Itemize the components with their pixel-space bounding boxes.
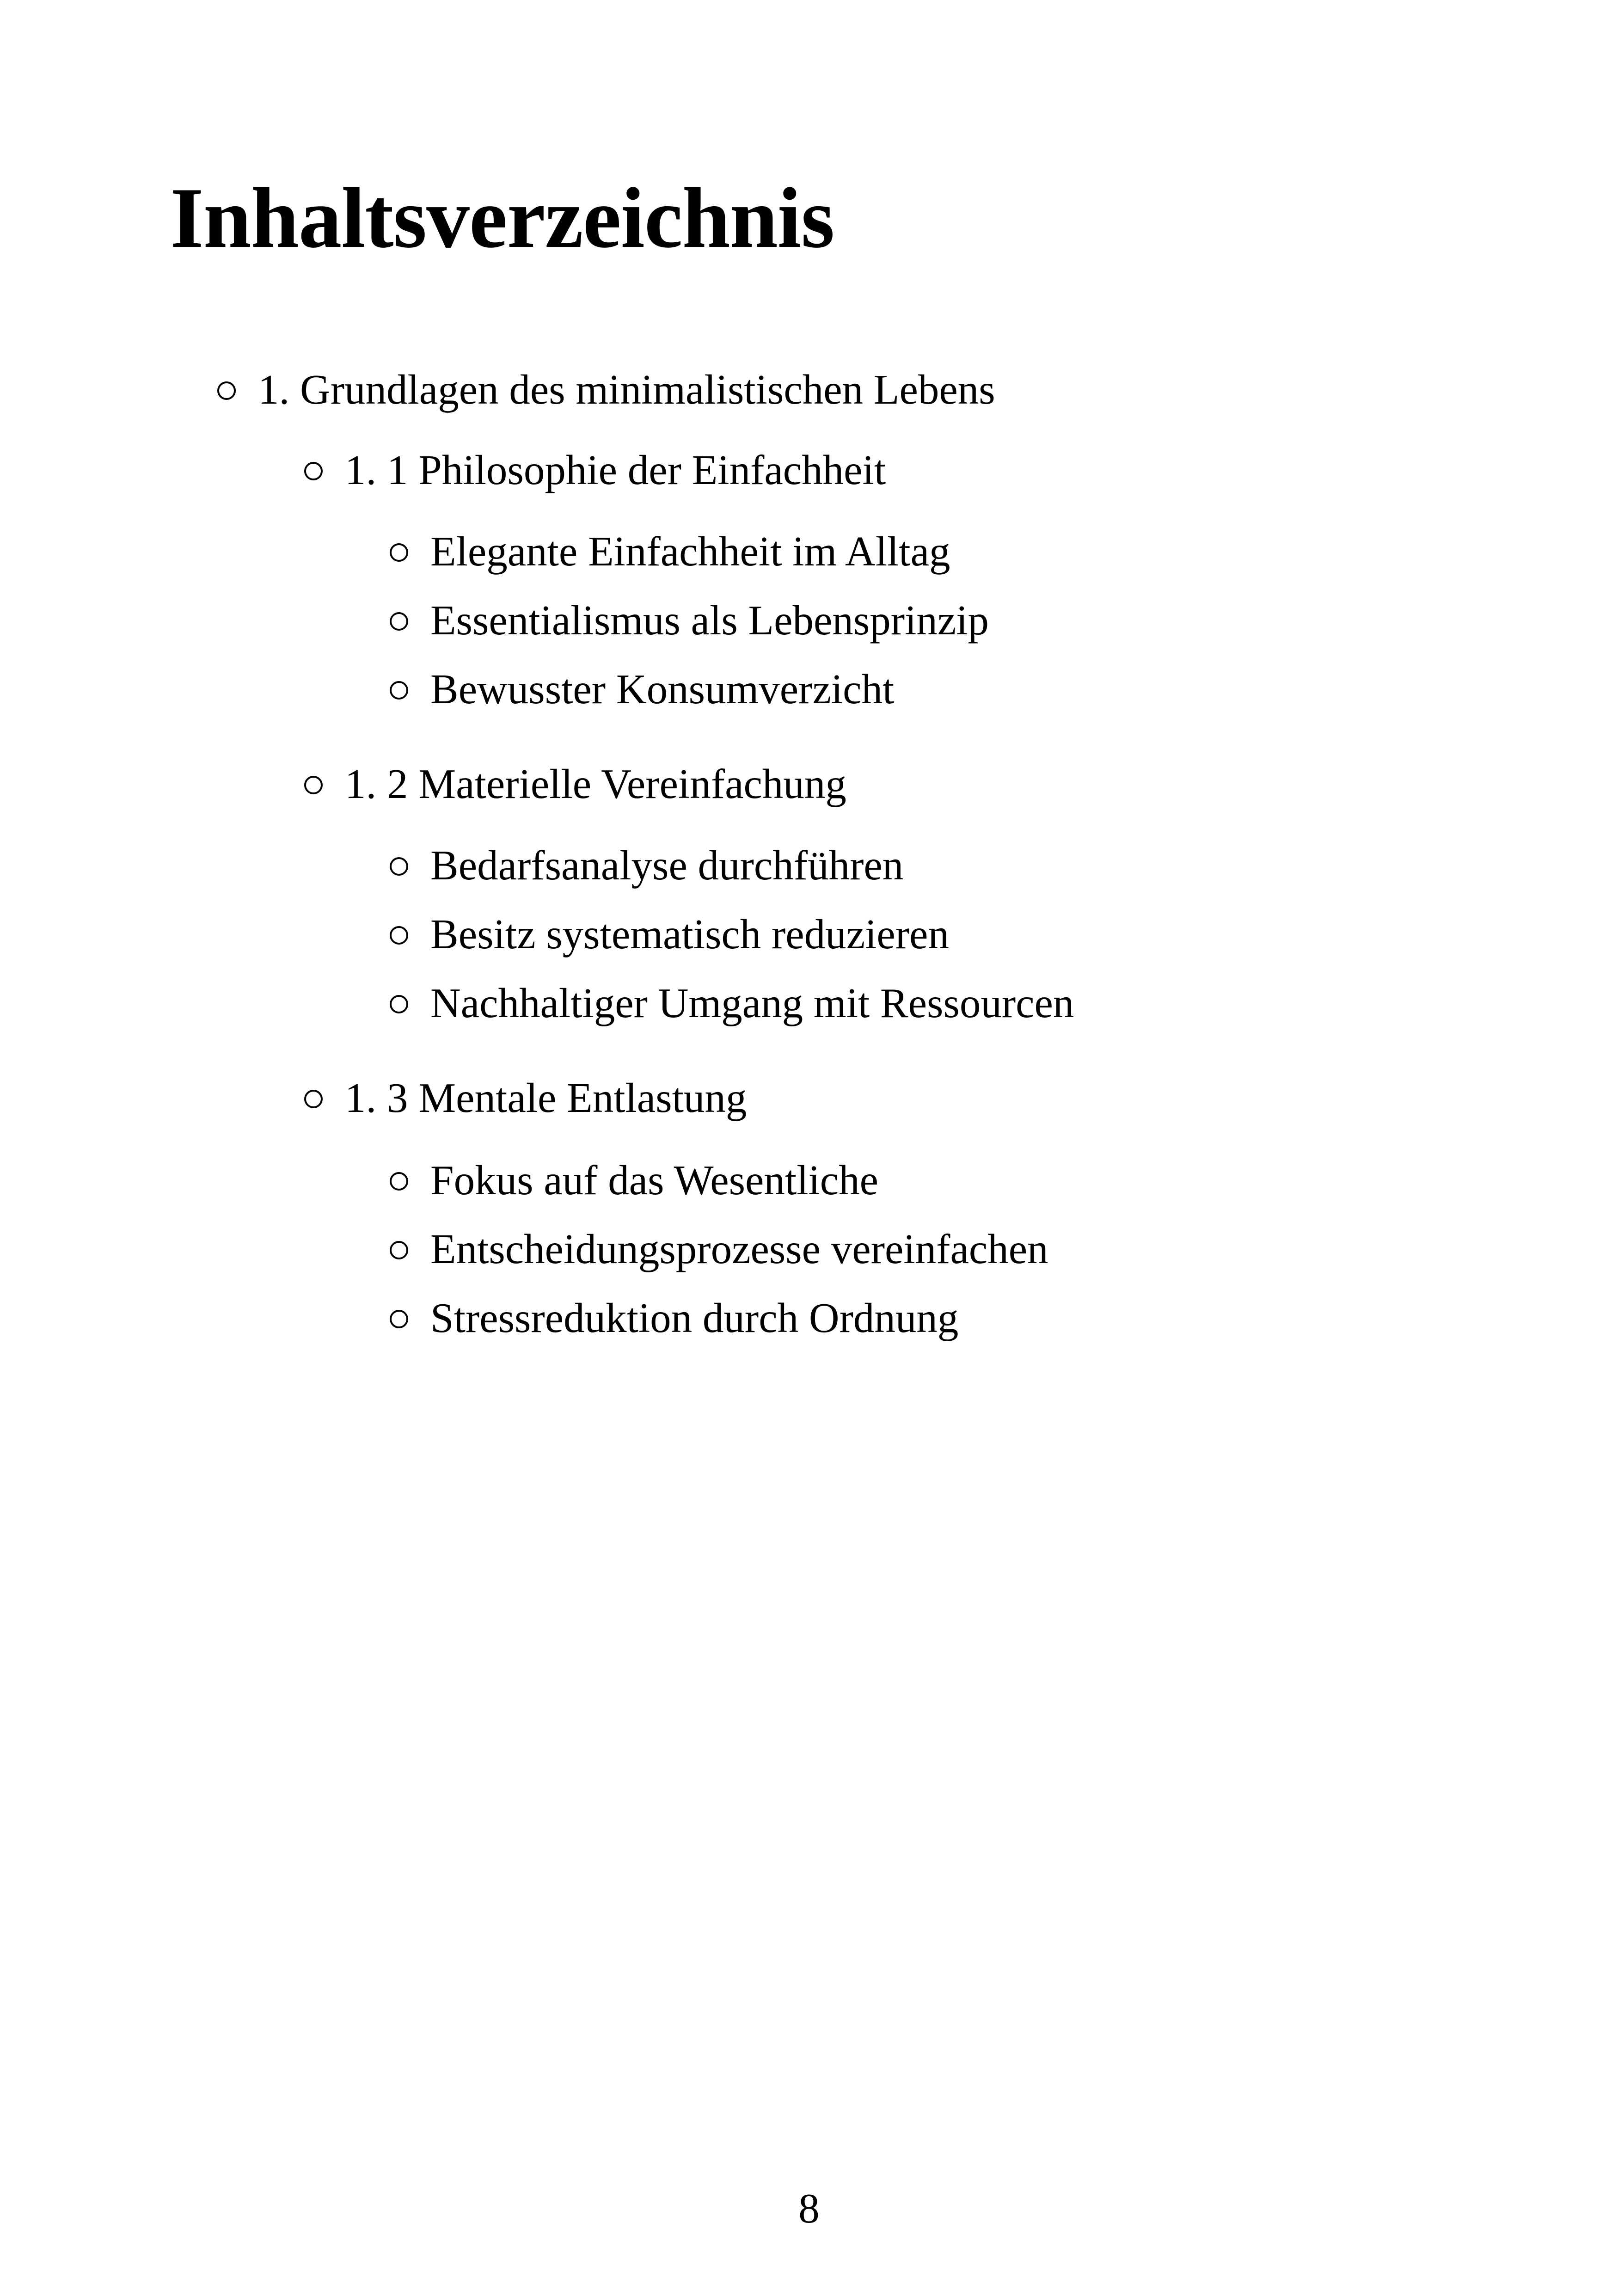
circle-bullet-icon: [390, 1172, 408, 1191]
toc-entry-label: Nachhaltiger Umgang mit Ressourcen: [430, 980, 1074, 1026]
toc-entry-label: Stressreduktion durch Ordnung: [430, 1295, 959, 1341]
toc-entry-label: 1. 1 Philosophie der Einfachheit: [345, 447, 886, 493]
toc-entry-label: Essentialismus als Lebensprinzip: [430, 597, 989, 644]
page-number: 8: [798, 2185, 820, 2232]
circle-bullet-icon: [217, 381, 236, 400]
circle-bullet-icon: [304, 462, 323, 480]
circle-bullet-icon: [390, 612, 408, 631]
toc-entry-label: 1. 2 Materielle Vereinfachung: [345, 761, 846, 807]
toc-entry-label: Entscheidungsprozesse vereinfachen: [430, 1226, 1048, 1272]
toc-entry-label: 1. 3 Mentale Entlastung: [345, 1074, 747, 1121]
page-title: Inhaltsverzeichnis: [170, 170, 834, 266]
circle-bullet-icon: [390, 926, 408, 945]
circle-bullet-icon: [390, 1310, 408, 1328]
circle-bullet-icon: [304, 776, 323, 794]
circle-bullet-icon: [304, 1090, 323, 1108]
toc-entry-label: Bedarfsanalyse durchführen: [430, 842, 904, 889]
circle-bullet-icon: [390, 543, 408, 562]
circle-bullet-icon: [390, 857, 408, 876]
toc-entry-label: 1. Grundlagen des minimalistischen Lebens: [258, 366, 995, 413]
toc-entry-label: Fokus auf das Wesentliche: [430, 1157, 879, 1203]
toc-entry-label: Elegante Einfachheit im Alltag: [430, 528, 950, 575]
toc-entry-label: Bewusster Konsumverzicht: [430, 666, 895, 712]
circle-bullet-icon: [390, 681, 408, 700]
toc-entry-label: Besitz systematisch reduzieren: [430, 911, 949, 958]
circle-bullet-icon: [390, 995, 408, 1013]
circle-bullet-icon: [390, 1241, 408, 1259]
